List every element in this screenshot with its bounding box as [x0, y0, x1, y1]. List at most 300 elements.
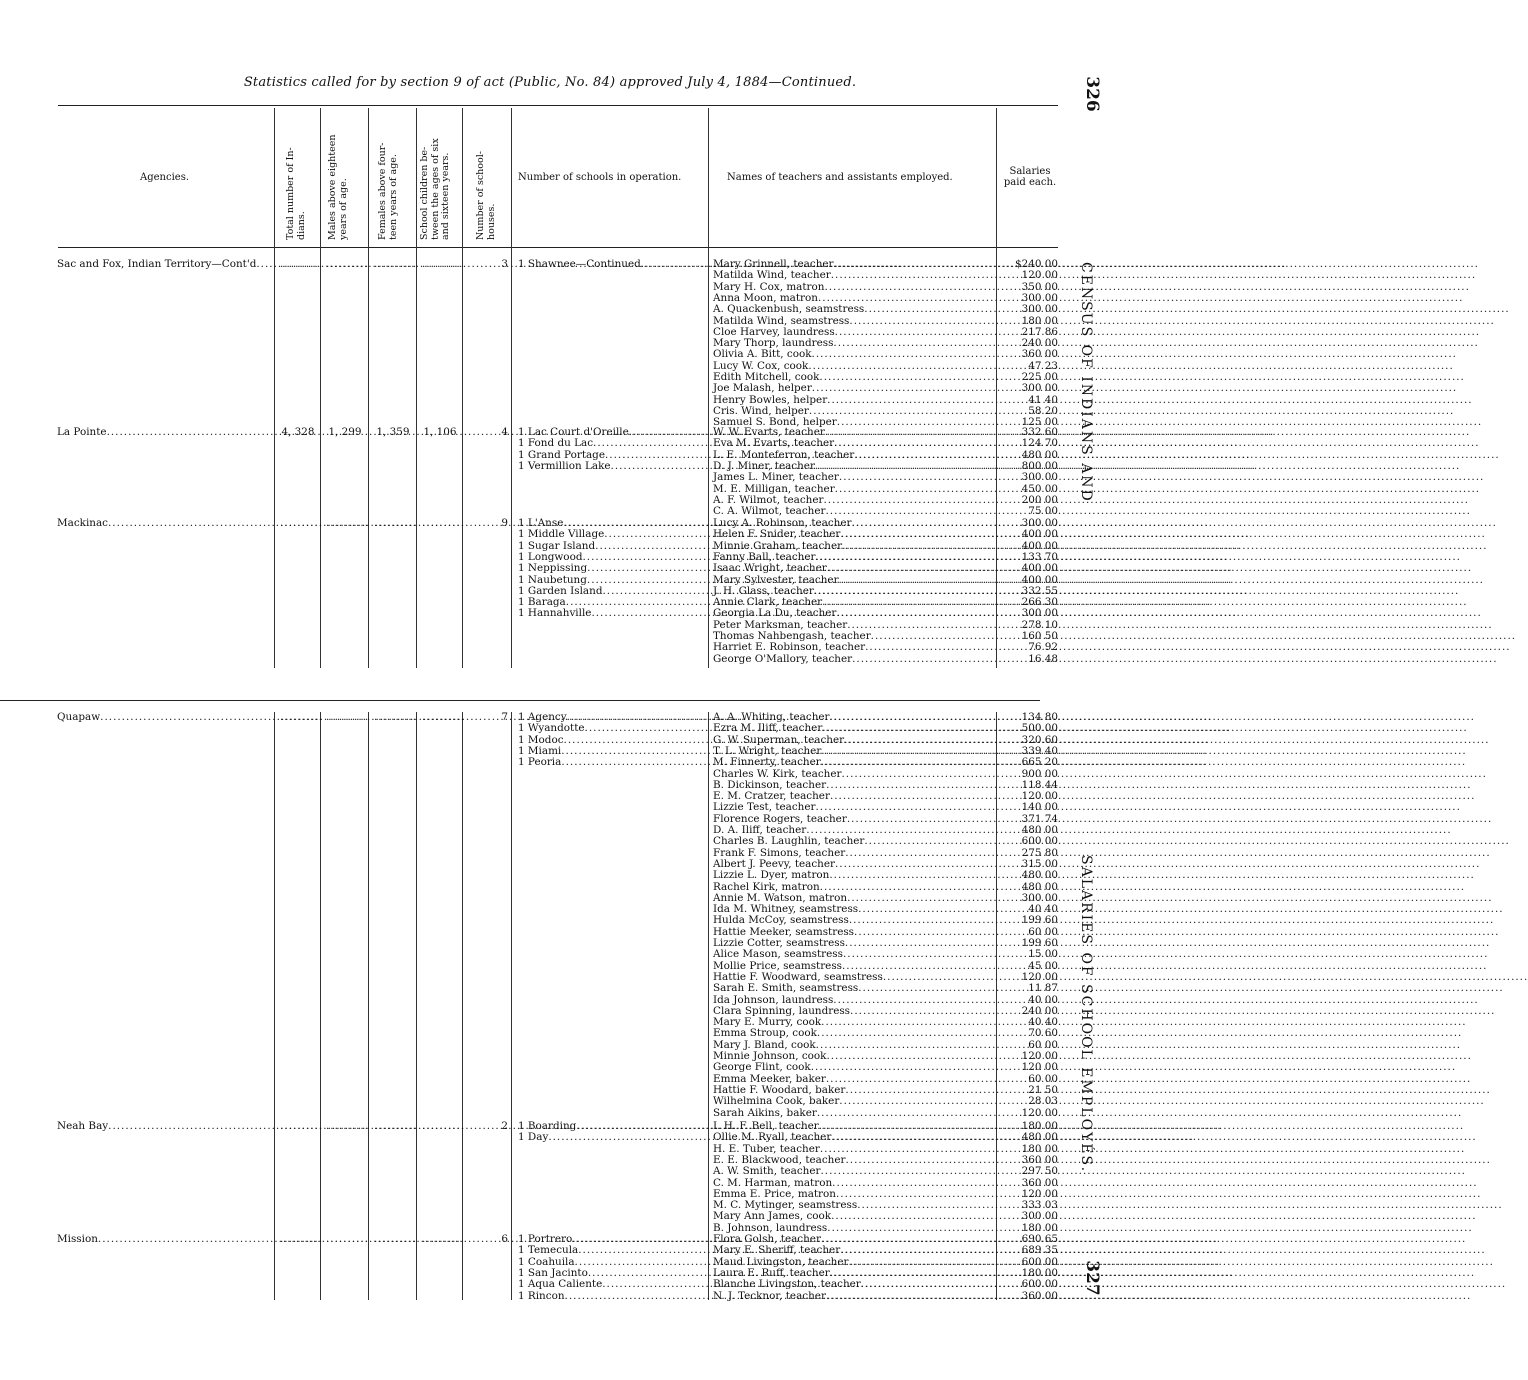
employee-salary: 160 50: [1021, 630, 1058, 642]
leader-dots: [817, 1028, 1462, 1039]
column-rule: [511, 108, 512, 668]
employee-name: Mollie Price, seamstress: [713, 959, 842, 972]
cell-total-empty: ..........: [280, 258, 324, 270]
top-rule: [58, 105, 1058, 106]
employee-name: I. H. F. Bell, teacher: [713, 1120, 819, 1132]
employee-name: T. L. Wright, teacher: [713, 744, 822, 757]
employee-name: A. Quackenbush, seamstress: [713, 303, 865, 316]
employee-salary: 120 00: [1021, 970, 1058, 983]
employee-name: Hattie Meeker, seamstress: [713, 925, 855, 938]
employee-salary: 360 00: [1021, 1153, 1058, 1166]
cell-males-empty: ..........: [326, 258, 370, 270]
employee-salary: 297 50: [1021, 1165, 1058, 1178]
employee-name: Lucy A. Robinson, teacher: [713, 517, 852, 529]
employee-salary: 800 00: [1021, 459, 1058, 472]
page-number-bottom: 327: [1081, 1260, 1102, 1296]
column-rule: [416, 712, 417, 1300]
employee-name: Mary E. Murry, cook: [713, 1016, 822, 1029]
employee-name: Charles B. Laughlin, teacher: [713, 835, 865, 848]
employee-name: George O'Mallory, teacher: [713, 652, 853, 665]
employee-name: M. C. Mytinger, seamstress: [713, 1199, 858, 1212]
school-label: 1 Rincon: [518, 1289, 565, 1302]
school-label: 1 Shawnee—Continued: [518, 258, 641, 270]
page-break-rule: [0, 700, 1040, 701]
school-label: 1 Peoria: [518, 756, 562, 769]
employee-salary: 180 00: [1021, 314, 1058, 327]
employee-name: L. E. Monteferron, teacher: [713, 448, 855, 461]
employee-salary: 450 00: [1021, 482, 1058, 495]
employee-salary: 500 00: [1021, 722, 1058, 735]
employee-name: Annie Clark, teacher: [713, 596, 823, 609]
employee-salary: 480 00: [1021, 1131, 1058, 1144]
employee-name: Mary Ann James, cook: [713, 1210, 832, 1223]
employee-name: Harriet E. Robinson, teacher: [713, 641, 866, 654]
header-schoolhouses: Number of school- houses.: [475, 151, 497, 240]
cell-total-empty: ..........: [280, 711, 324, 723]
school-label: 1 Boarding: [518, 1120, 577, 1132]
employee-name: Laura E. Ruff, teacher: [713, 1266, 830, 1279]
employee-salary: 60 00: [1028, 925, 1058, 938]
leader-dots: [852, 654, 1497, 665]
employee-salary: 600 00: [1021, 835, 1058, 848]
cell-schoolhouses: 7: [501, 711, 508, 723]
employee-salary: 120 00: [1021, 1050, 1058, 1062]
page-number-top: 326: [1081, 76, 1102, 112]
header-total: Total number of In- dians.: [285, 147, 307, 240]
employee-salary: 240 00: [1021, 1004, 1058, 1017]
column-rule: [462, 108, 463, 668]
employee-name: Wilhelmina Cook, baker: [713, 1095, 840, 1108]
employee-salary: 180 00: [1021, 1142, 1058, 1155]
cell-schoolhouses: 4: [501, 426, 508, 438]
cell-total-empty: ..........: [280, 517, 324, 529]
header-salaries: Salaries paid each.: [1003, 166, 1057, 188]
employee-salary: 300 00: [1021, 891, 1058, 904]
employee-row: [713, 1108, 995, 1119]
employee-salary: 124 70: [1021, 437, 1058, 450]
employee-salary: 134 80: [1021, 711, 1058, 723]
cell-males-empty: ..........: [326, 1233, 370, 1245]
employee-name: Albert J. Peevy, teacher: [713, 857, 835, 870]
leader-dots: [821, 1166, 1466, 1177]
employee-salary: 300 00: [1021, 291, 1058, 304]
school-label: 1 Longwood: [518, 550, 583, 563]
cell-males: 1, 299: [328, 426, 362, 438]
employee-name: Georgia La Du, teacher: [713, 607, 837, 620]
leader-dots: [839, 472, 1484, 483]
cell-females-empty: ..........: [374, 258, 418, 270]
leader-dots: [858, 983, 1503, 994]
employee-name: Blanche Livingston, teacher: [713, 1278, 861, 1291]
employee-name: Cloe Harvey, laundress: [713, 325, 835, 338]
employee-name: Isaac Wright, teacher: [713, 562, 827, 575]
employee-salary: 125 00: [1021, 416, 1058, 429]
employee-salary: 665 20: [1021, 756, 1058, 769]
school-label: 1 Day: [518, 1131, 549, 1144]
agency-name: [57, 1234, 272, 1245]
cell-schoolhouses: 2: [501, 1120, 508, 1132]
employee-salary: 199 60: [1021, 914, 1058, 927]
employee-salary: 225 00: [1021, 371, 1058, 383]
employee-name: Eva M. Evarts, teacher: [713, 437, 835, 450]
cell-total-empty: ..........: [280, 1233, 324, 1245]
agency-label: Mackinac: [57, 517, 108, 529]
leader-dots: [831, 1132, 1476, 1143]
employee-name: Fanny Ball, teacher: [713, 550, 816, 563]
employee-salary: $240 00: [1015, 258, 1058, 270]
cell-children-empty: ..........: [422, 1120, 466, 1132]
column-rule: [462, 712, 463, 1300]
employee-salary: 16 48: [1028, 652, 1058, 665]
leader-dots: [822, 723, 1467, 734]
employee-name: G. W. Superman, teacher: [713, 733, 845, 746]
column-rule: [320, 108, 321, 668]
employee-salary: 278 10: [1021, 618, 1058, 631]
employee-salary: 11 87: [1028, 982, 1058, 995]
employee-salary: 300 00: [1021, 382, 1058, 395]
employee-name: Emma E. Price, matron: [713, 1187, 836, 1200]
employee-salary: 360 00: [1021, 348, 1058, 361]
cell-males-empty: ..........: [326, 517, 370, 529]
employee-salary: 75 00: [1028, 505, 1058, 518]
employee-salary: 900 00: [1021, 767, 1058, 780]
employee-name: H. E. Tuber, teacher: [713, 1142, 820, 1155]
employee-salary: 266 30: [1021, 596, 1058, 609]
employee-name: Olivia A. Bitt, cook: [713, 348, 812, 361]
cell-females-empty: ..........: [374, 1233, 418, 1245]
leader-dots: [843, 949, 1488, 960]
leader-dots: [826, 1291, 1471, 1302]
school-label: 1 Temecula: [518, 1244, 579, 1257]
employee-salary: 480 00: [1021, 869, 1058, 882]
employee-salary: 41 40: [1028, 393, 1058, 406]
cell-females-empty: ..........: [374, 711, 418, 723]
employee-name: Sarah Aikins, baker: [713, 1106, 817, 1119]
employee-salary: 360 00: [1021, 1176, 1058, 1189]
employee-name: A. A. Whiting, teacher: [713, 711, 830, 723]
leader-dots: [817, 1108, 1462, 1119]
employee-salary: 350 00: [1021, 280, 1058, 293]
employee-name: Mary E. Sheriff, teacher: [713, 1244, 841, 1257]
employee-salary: 200 00: [1021, 493, 1058, 506]
leader-dots: [839, 1096, 1484, 1107]
employee-salary: 40 40: [1028, 903, 1058, 916]
employee-salary: 70 60: [1028, 1027, 1058, 1040]
school-label: 1 Lac Court d'Oreille: [518, 426, 629, 438]
employee-name: Hulda McCoy, seamstress: [713, 914, 849, 927]
employee-salary: 40 40: [1028, 1016, 1058, 1029]
employee-name: Samuel S. Bond, helper: [713, 416, 837, 429]
school-item: [518, 757, 702, 768]
employee-salary: 60 00: [1028, 1072, 1058, 1085]
leader-dots: [865, 642, 1510, 653]
school-label: 1 Coahuila: [518, 1255, 575, 1268]
employee-name: Joe Malash, helper: [713, 382, 812, 395]
cell-children-empty: ..........: [422, 711, 466, 723]
school-label: 1 Garden Island: [518, 584, 603, 597]
column-rule: [320, 712, 321, 1300]
employee-salary: 300 00: [1021, 471, 1058, 484]
school-label: 1 Grand Portage: [518, 448, 605, 461]
employee-name: N. J. Tecknor, teacher: [713, 1289, 826, 1302]
school-label: 1 Fond du Lac: [518, 437, 594, 450]
cell-males-empty: ..........: [326, 711, 370, 723]
employee-row: [713, 1291, 995, 1302]
cell-children: 1, 106: [423, 426, 457, 438]
employee-name: Alice Mason, seamstress: [713, 948, 843, 961]
employee-salary: 480 00: [1021, 824, 1058, 836]
school-label: 1 Modoc: [518, 733, 564, 746]
header-agencies: Agencies.: [140, 172, 190, 183]
leader-dots: [840, 1245, 1485, 1256]
employee-row: [713, 506, 995, 517]
employee-salary: 332 60: [1021, 426, 1058, 438]
leader-dots: [836, 608, 1481, 619]
employee-name: Lizzie Cotter, seamstress: [713, 937, 845, 949]
employee-salary: 118 44: [1021, 778, 1058, 791]
employee-name: Mary H. Cox, matron: [713, 280, 825, 293]
employee-salary: 133 70: [1021, 550, 1058, 563]
employee-name: Mary J. Bland, cook: [713, 1038, 816, 1051]
employee-name: Lizzie L. Dyer, matron: [713, 869, 830, 882]
employee-salary: 400 00: [1021, 573, 1058, 586]
employee-name: M. E. Milligan, teacher: [713, 482, 835, 495]
employee-salary: 339 40: [1021, 744, 1058, 757]
side-title-upper: CENSUS OF INDIANS AND: [1078, 262, 1094, 503]
cell-schoolhouses: 3: [501, 258, 508, 270]
employee-salary: 400 00: [1021, 528, 1058, 541]
employee-salary: 180 00: [1021, 1120, 1058, 1132]
employee-name: Ida M. Whitney, seamstress: [713, 903, 859, 916]
employee-name: Hattie F. Woodward, seamstress: [713, 970, 883, 983]
employee-name: Sarah E. Smith, seamstress: [713, 982, 859, 995]
leader-dots: [821, 757, 1466, 768]
leader-dots: [827, 563, 1472, 574]
agency-name: [57, 259, 272, 270]
employee-salary: 315 00: [1021, 857, 1058, 870]
school-item: [518, 608, 702, 619]
employee-name: Edith Mitchell, cook: [713, 371, 820, 383]
employee-salary: 275 80: [1021, 846, 1058, 859]
employee-name: Henry Bowles, helper: [713, 393, 828, 406]
employee-name: Annie M. Watson, matron: [713, 891, 848, 904]
employee-name: A. F. Wilmot, teacher: [713, 493, 824, 506]
employee-salary: 40 00: [1028, 993, 1058, 1006]
employee-name: Mary Sylvester, teacher: [713, 573, 839, 586]
header-females: Females above four- teen years of age.: [377, 142, 399, 240]
agency-name: [57, 518, 272, 529]
employee-name: D. J. Miner, teacher: [713, 459, 815, 472]
leader-dots: [864, 304, 1509, 315]
school-item: [518, 1132, 702, 1143]
employee-name: Cris. Wind, helper: [713, 404, 809, 417]
agency-label: Mission: [57, 1233, 98, 1245]
employee-name: Emma Stroup, cook: [713, 1027, 817, 1040]
column-rule: [511, 712, 512, 1300]
school-item: [518, 259, 702, 270]
leader-dots: [831, 1211, 1476, 1222]
employee-salary: 480 00: [1021, 880, 1058, 893]
side-title-lower: SALARIES OF SCHOOL EMPLOYÉS.: [1078, 855, 1094, 1174]
employee-salary: 300 00: [1021, 517, 1058, 529]
school-label: 1 Vermillion Lake: [518, 459, 611, 472]
employee-salary: 400 00: [1021, 562, 1058, 575]
employee-name: E. M. Cratzer, teacher: [713, 790, 830, 803]
employee-name: C. A. Wilmot, teacher: [713, 505, 826, 518]
school-label: 1 Portrero: [518, 1233, 573, 1245]
school-label: 1 Sugar Island: [518, 539, 596, 552]
employee-salary: 333 03: [1021, 1199, 1058, 1212]
employee-name: Ezra M. Iliff, teacher: [713, 722, 823, 735]
agency-name: [57, 427, 272, 438]
employee-name: B. Dickinson, teacher: [713, 778, 827, 791]
employee-name: Mary Thorp, laundress: [713, 337, 834, 350]
employee-salary: 240 00: [1021, 337, 1058, 350]
employee-name: Minnie Graham, teacher: [713, 539, 843, 552]
employee-name: Charles W. Kirk, teacher: [713, 767, 842, 780]
column-rule: [708, 712, 709, 1300]
header-males: Males above eighteen years of age.: [327, 134, 349, 240]
employee-name: E. E. Blackwood, teacher: [713, 1153, 846, 1166]
cell-total-empty: ..........: [280, 1120, 324, 1132]
employee-name: Matilda Wind, seamstress: [713, 314, 850, 327]
employee-salary: 360 00: [1021, 1289, 1058, 1302]
employee-salary: 120 00: [1021, 1187, 1058, 1200]
employee-name: M. Finnerty, teacher: [713, 756, 821, 769]
employee-name: Ida Johnson, laundress: [713, 993, 834, 1006]
header-children: School children be- tween the ages of six and sixteen years.: [419, 138, 451, 240]
employee-name: Helen F. Snider, teacher: [713, 528, 841, 541]
leader-dots: [812, 383, 1457, 394]
employee-salary: 140 00: [1021, 801, 1058, 814]
agency-name: [57, 712, 272, 723]
employee-name: Ollie M. Ryall, teacher: [713, 1131, 832, 1144]
cell-children-empty: ..........: [422, 258, 466, 270]
school-label: 1 L'Anse: [518, 517, 564, 529]
employee-name: Lizzie Test, teacher: [713, 801, 816, 814]
employee-salary: 320 60: [1021, 733, 1058, 746]
employee-salary: 199 60: [1021, 937, 1058, 949]
school-label: 1 Miami: [518, 744, 562, 757]
employee-salary: 332 55: [1021, 584, 1058, 597]
employee-salary: 600 00: [1021, 1278, 1058, 1291]
cell-schoolhouses: 9: [501, 517, 508, 529]
cell-total: 4, 328: [281, 426, 315, 438]
cell-females: 1, 359: [376, 426, 410, 438]
header-schools: Number of schools in operation.: [518, 172, 682, 183]
leader-dots: [811, 1062, 1456, 1073]
employee-name: Mary Grinnell, teacher: [713, 258, 834, 270]
cell-children-empty: ..........: [422, 517, 466, 529]
employee-name: Thomas Nahbengash, teacher: [713, 630, 871, 642]
employee-name: George Flint, cook: [713, 1061, 811, 1074]
employee-salary: 76 92: [1028, 641, 1058, 654]
agency-label: Quapaw: [57, 711, 101, 723]
school-item: [518, 1291, 702, 1302]
leader-dots: [840, 529, 1485, 540]
employee-salary: 180 00: [1021, 1221, 1058, 1234]
leader-dots: [812, 349, 1457, 360]
employee-name: Emma Meeker, baker: [713, 1072, 826, 1085]
employee-name: D. A. Iliff, teacher: [713, 824, 807, 836]
employee-name: James L. Miner, teacher: [713, 471, 839, 484]
school-label: 1 Hannahville: [518, 607, 592, 620]
employee-name: J. H. Glass, teacher: [713, 584, 814, 597]
employee-salary: 47 23: [1028, 359, 1058, 372]
employee-name: Lucy W. Cox, cook: [713, 359, 809, 372]
employee-salary: 58 20: [1028, 404, 1058, 417]
employee-name: Anna Moon, matron: [713, 291, 818, 304]
employee-row: [713, 654, 995, 665]
page-title: Statistics called for by section 9 of act (Public, No. 84) approved July 4, 1884—Continued.: [243, 75, 857, 90]
cell-children-empty: ..........: [422, 1233, 466, 1245]
employee-name: W. W. Evarts, teacher: [713, 426, 825, 438]
school-label: 1 Aqua Caliente: [518, 1278, 603, 1291]
employee-salary: 120 00: [1021, 790, 1058, 803]
employee-salary: 120 00: [1021, 1106, 1058, 1119]
employee-name: A. W. Smith, teacher: [713, 1165, 821, 1178]
school-label: 1 Wyandotte: [518, 722, 585, 735]
leader-dots: [815, 802, 1460, 813]
employee-name: Peter Marksman, teacher: [713, 618, 848, 631]
agency-name: [57, 1121, 272, 1132]
employee-salary: 300 00: [1021, 607, 1058, 620]
column-rule: [368, 712, 369, 1300]
employee-salary: 600 00: [1021, 1255, 1058, 1268]
column-rule: [274, 712, 275, 1300]
employee-salary: 45 00: [1028, 959, 1058, 972]
column-rule: [368, 108, 369, 668]
employee-name: Maud Livingston, teacher: [713, 1255, 849, 1268]
employee-salary: 180 00: [1021, 1266, 1058, 1279]
cell-females-empty: ..........: [374, 1120, 418, 1132]
agency-label: Sac and Fox, Indian Territory—Cont'd: [57, 258, 257, 270]
employee-salary: 217 86: [1021, 325, 1058, 338]
header-bottom-rule: [58, 247, 1058, 248]
employee-name: Minnie Johnson, cook: [713, 1050, 827, 1062]
employee-salary: 400 00: [1021, 539, 1058, 552]
leader-dots: [861, 1279, 1506, 1290]
cell-schoolhouses: 6: [501, 1233, 508, 1245]
school-label: 1 Naubetung: [518, 573, 587, 586]
employee-salary: 120 00: [1021, 1061, 1058, 1074]
employee-salary: 120 00: [1021, 269, 1058, 282]
header-names: Names of teachers and assistants employed.: [727, 172, 953, 183]
employee-salary: 60 00: [1028, 1038, 1058, 1051]
school-label: 1 Neppissing: [518, 562, 588, 575]
column-rule: [416, 108, 417, 668]
employee-name: Matilda Wind, teacher: [713, 269, 831, 282]
employee-name: B. Johnson, laundress: [713, 1221, 828, 1234]
leader-dots: [831, 270, 1476, 281]
employee-salary: 689 35: [1021, 1244, 1058, 1257]
school-label: 1 San Jacinto: [518, 1266, 588, 1279]
agency-label: Neah Bay: [57, 1120, 109, 1132]
employee-name: Hattie F. Woodard, baker: [713, 1083, 846, 1096]
employee-salary: 371 74: [1021, 812, 1058, 825]
leader-dots: [849, 915, 1494, 926]
leader-dots: [825, 506, 1470, 517]
employee-name: Clara Spinning, laundress: [713, 1004, 851, 1017]
leader-dots: [829, 870, 1474, 881]
leader-dots: [864, 836, 1509, 847]
employee-name: C. M. Harman, matron: [713, 1176, 833, 1189]
leader-dots: [834, 438, 1479, 449]
employee-name: Frank F. Simons, teacher: [713, 846, 846, 859]
employee-salary: 690 65: [1021, 1233, 1058, 1245]
column-rule: [274, 108, 275, 668]
agency-label: La Pointe: [57, 426, 107, 438]
